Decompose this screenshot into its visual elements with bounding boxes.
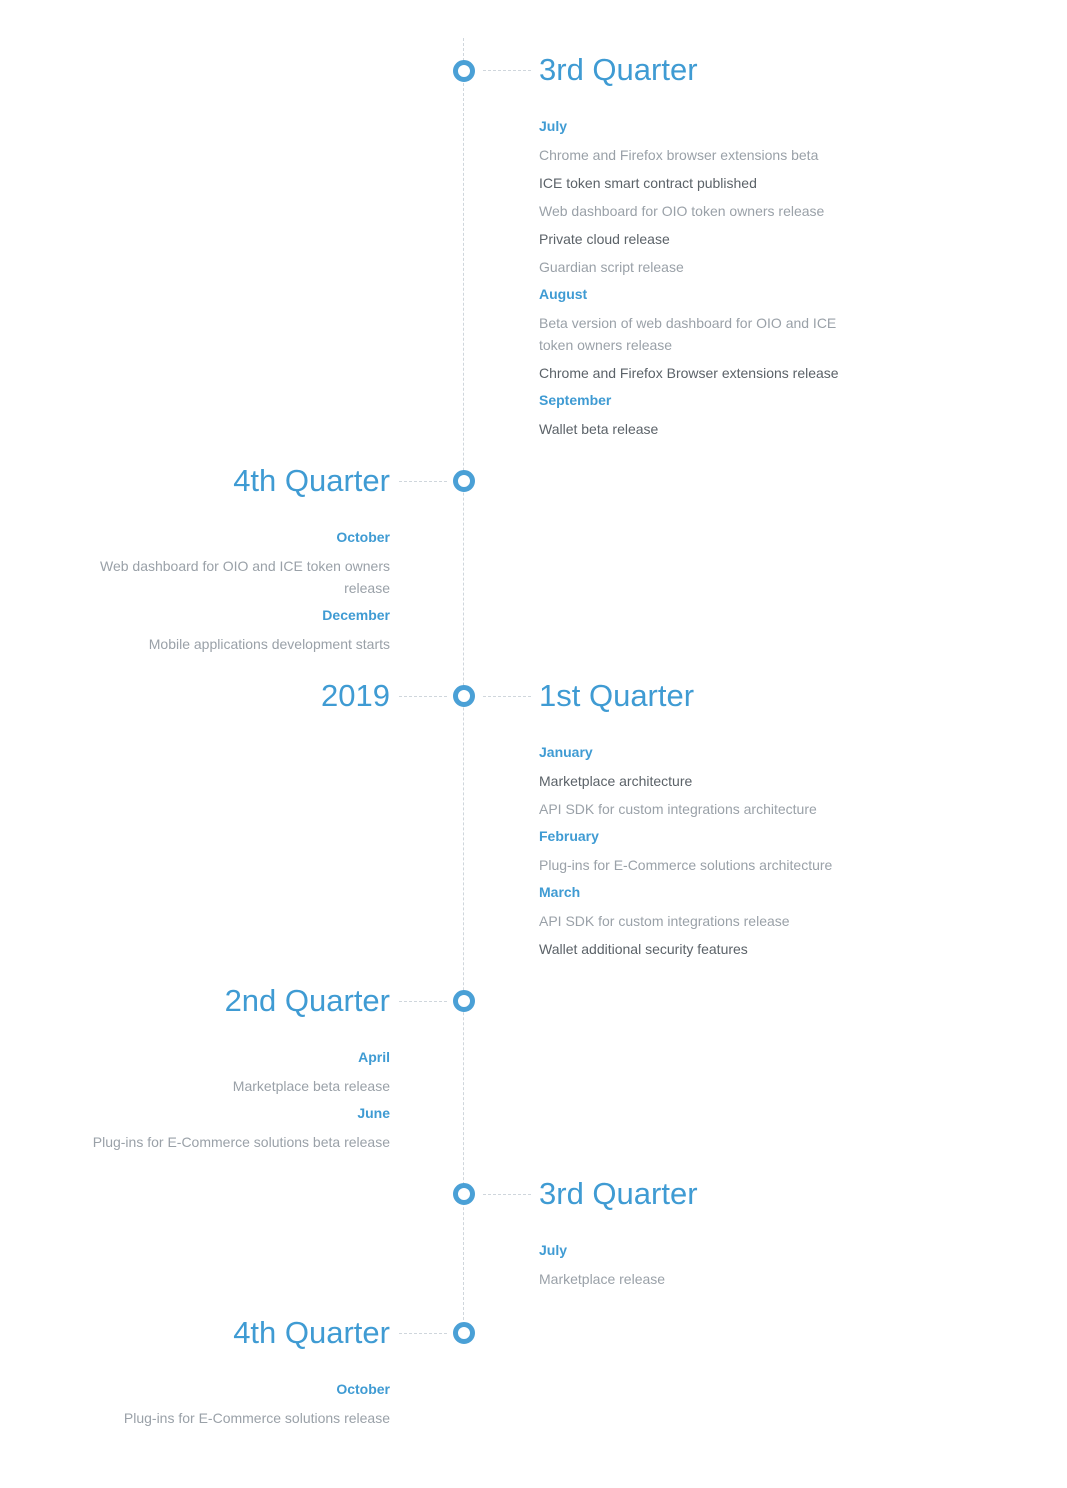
milestone-item: API SDK for custom integrations architecture (539, 801, 817, 817)
milestone-item: Marketplace release (539, 1271, 666, 1287)
month-label: July (539, 118, 568, 134)
timeline-connector (399, 481, 447, 482)
timeline-connector (483, 696, 531, 697)
quarter-title-q2-2019: 2nd Quarter (224, 983, 390, 1018)
milestone-item: Marketplace beta release (232, 1078, 390, 1094)
milestone-item: Plug-ins for E-Commerce solutions architecture (539, 857, 833, 873)
milestone-item: Wallet additional security features (539, 941, 748, 957)
quarter-content-q1-2019 (539, 742, 874, 966)
timeline-connector (399, 1333, 447, 1334)
milestone-item: ICE token smart contract published (539, 175, 757, 191)
timeline-connector (483, 70, 531, 71)
month-label: September (539, 392, 612, 408)
quarter-content-q4-2018 (55, 527, 390, 661)
month-label: April (358, 1049, 390, 1065)
month-label: March (539, 884, 581, 900)
quarter-title-q3-2019: 3rd Quarter (539, 1176, 698, 1211)
milestone-item: Private cloud release (539, 231, 670, 247)
month-label: January (539, 744, 593, 760)
milestone-item: Chrome and Firefox Browser extensions release (539, 365, 839, 381)
month-label: July (539, 1242, 568, 1258)
quarter-content-q4-2019 (55, 1379, 390, 1435)
timeline-node-q3-2019 (453, 1183, 475, 1205)
month-label: October (336, 1381, 390, 1397)
timeline-connector (399, 696, 447, 697)
month-label: December (322, 607, 390, 623)
quarter-title-q4-2019: 4th Quarter (233, 1315, 390, 1350)
milestone-item: Marketplace architecture (539, 773, 693, 789)
milestone-item: Plug-ins for E-Commerce solutions beta release (92, 1134, 390, 1150)
milestone-item: Wallet beta release (539, 421, 659, 437)
year-label: 2019 (321, 678, 390, 713)
timeline-node-q4-2018 (453, 470, 475, 492)
month-label: August (539, 286, 588, 302)
milestone-item: Plug-ins for E-Commerce solutions release (123, 1410, 390, 1426)
timeline-axis (463, 38, 464, 1320)
quarter-content-q3-2019 (539, 1240, 874, 1296)
month-label: June (357, 1105, 390, 1121)
milestone-item: Guardian script release (539, 259, 684, 275)
quarter-content-q2-2019 (55, 1047, 390, 1159)
milestone-item: Beta version of web dashboard for OIO and ICE token owners release (539, 315, 837, 353)
quarter-title-q1-2019: 1st Quarter (539, 678, 695, 713)
month-label: February (539, 828, 599, 844)
timeline-node-q4-2019 (453, 1322, 475, 1344)
quarter-title-q4-2018: 4th Quarter (233, 463, 390, 498)
timeline-node-q2-2019 (453, 990, 475, 1012)
milestone-item: API SDK for custom integrations release (539, 913, 790, 929)
timeline-connector (399, 1001, 447, 1002)
timeline-node-2019-q1 (453, 685, 475, 707)
quarter-title-q3-2018: 3rd Quarter (539, 52, 698, 87)
milestone-item: Web dashboard for OIO and ICE token owners release (99, 558, 390, 596)
quarter-content-q3-2018 (539, 116, 874, 446)
month-label: October (336, 529, 390, 545)
milestone-item: Web dashboard for OIO token owners release (539, 203, 825, 219)
timeline-connector (483, 1194, 531, 1195)
milestone-item: Mobile applications development starts (148, 636, 390, 652)
milestone-item: Chrome and Firefox browser extensions beta (539, 147, 819, 163)
timeline-node-q3-2018 (453, 60, 475, 82)
